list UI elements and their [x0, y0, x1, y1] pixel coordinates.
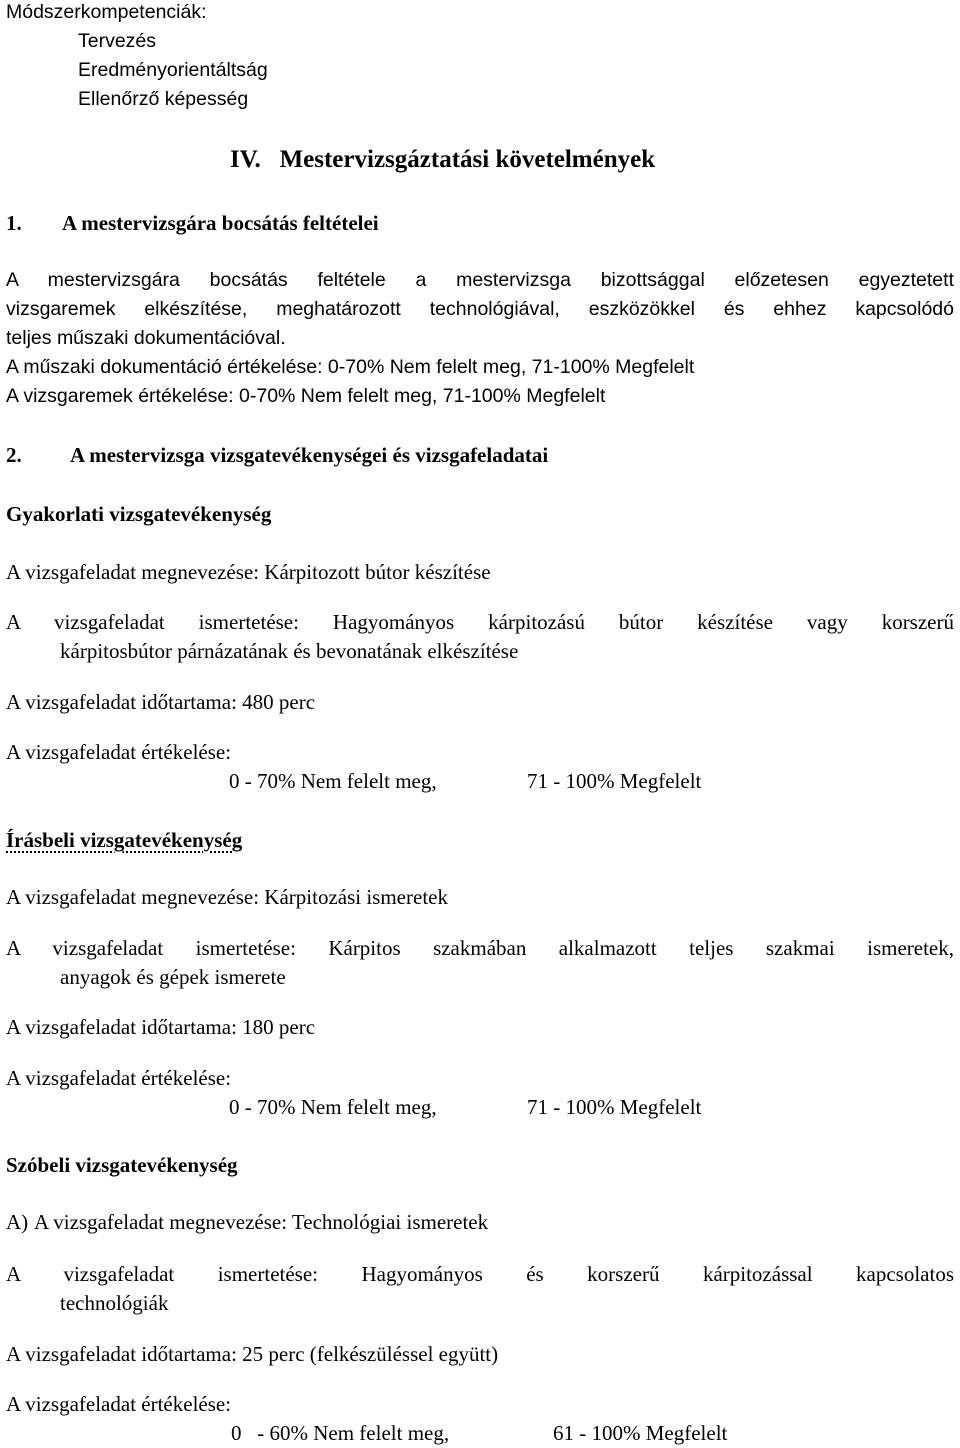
practical-duration: A vizsgafeladat időtartama: 480 perc [6, 690, 316, 714]
practical-evaluation-label: A vizsgafeladat értékelése: [6, 740, 232, 764]
written-evaluation-label: A vizsgafeladat értékelése: [6, 1066, 232, 1090]
section-1-heading [6, 209, 379, 238]
written-task-name: A vizsgafeladat megnevezése: Kárpitozási ismeretek [6, 885, 448, 909]
section-number: 1. [6, 211, 22, 235]
masterpiece-evaluation: A vizsgaremek értékelése: 0-70% Nem felelt meg, 71-100% Megfelelt [6, 385, 606, 407]
oral-task-description [6, 1260, 954, 1318]
oral-duration: A vizsgafeladat időtartama: 25 perc (felkészüléssel együtt) [6, 1342, 499, 1366]
chapter-title: Mestervizsgáztatási követelmények [279, 146, 656, 173]
practical-task-description [6, 608, 954, 666]
practical-task-name: A vizsgafeladat megnevezése: Kárpitozott bútor készítése [6, 560, 491, 584]
section-number: 2. [6, 443, 22, 467]
description-line: A vizsgafeladat ismertetése: Hagyományos kárpitozású bútor készítése vagy korszerű [6, 610, 954, 634]
practical-evaluation-pass: 71 - 100% Megfelelt [527, 769, 702, 793]
oral-heading: Szóbeli vizsgatevékenység [6, 1153, 238, 1177]
oral-task-name: A vizsgafeladat megnevezése: Technológiai ismeretek [34, 1210, 489, 1234]
oral-task-name-row [6, 1208, 488, 1237]
paragraph-line: teljes műszaki dokumentációval. [6, 327, 286, 349]
competency-item: Eredményorientáltság [78, 59, 268, 81]
written-task-description [6, 934, 954, 992]
description-line: kárpitosbútor párnázatának és bevonatának elkészítése [60, 639, 519, 663]
description-line: A vizsgafeladat ismertetése: Hagyományos és korszerű kárpitozással kapcsolatos [6, 1262, 954, 1286]
competencies-title: Módszerkompetenciák: [6, 1, 207, 23]
competency-item: Ellenőrző képesség [78, 88, 249, 110]
description-line: anyagok és gépek ismerete [60, 965, 286, 989]
written-evaluation-pass: 71 - 100% Megfelelt [527, 1095, 702, 1119]
written-heading-text: Írásbeli vizsgatevékenység [6, 828, 243, 852]
description-line: technológiák [60, 1291, 169, 1315]
chapter-number: IV. [230, 146, 261, 173]
paragraph-line: vizsgaremek elkészítése, meghatározott technológiával, eszközökkel és ehhez kapcsolódó [6, 298, 954, 320]
section-title: A mestervizsga vizsgatevékenységei és vizsgafeladatai [70, 443, 549, 467]
oral-evaluation-pass: 61 - 100% Megfelelt [553, 1421, 728, 1445]
competency-item: Tervezés [78, 30, 157, 52]
written-duration: A vizsgafeladat időtartama: 180 perc [6, 1015, 316, 1039]
description-line: A vizsgafeladat ismertetése: Kárpitos szakmában alkalmazott teljes szakmai ismeretek, [6, 936, 954, 960]
practical-evaluation-fail: 0 - 70% Nem felelt meg, [229, 769, 437, 793]
oral-evaluation-label: A vizsgafeladat értékelése: [6, 1392, 232, 1416]
section-title: A mestervizsgára bocsátás feltételei [62, 211, 379, 235]
written-evaluation-fail: 0 - 70% Nem felelt meg, [229, 1095, 437, 1119]
part-label: A) [6, 1210, 29, 1234]
paragraph-line: A mestervizsgára bocsátás feltétele a mestervizsga bizottsággal előzetesen egyeztetett [6, 269, 954, 291]
chapter-heading [230, 145, 655, 174]
oral-evaluation-fail: 0 - 60% Nem felelt meg, [231, 1421, 450, 1445]
section-2-heading [6, 441, 548, 470]
practical-heading: Gyakorlati vizsgatevékenység [6, 502, 272, 526]
written-heading [6, 826, 242, 855]
documentation-evaluation: A műszaki dokumentáció értékelése: 0-70% Nem felelt meg, 71-100% Megfelelt [6, 356, 695, 378]
